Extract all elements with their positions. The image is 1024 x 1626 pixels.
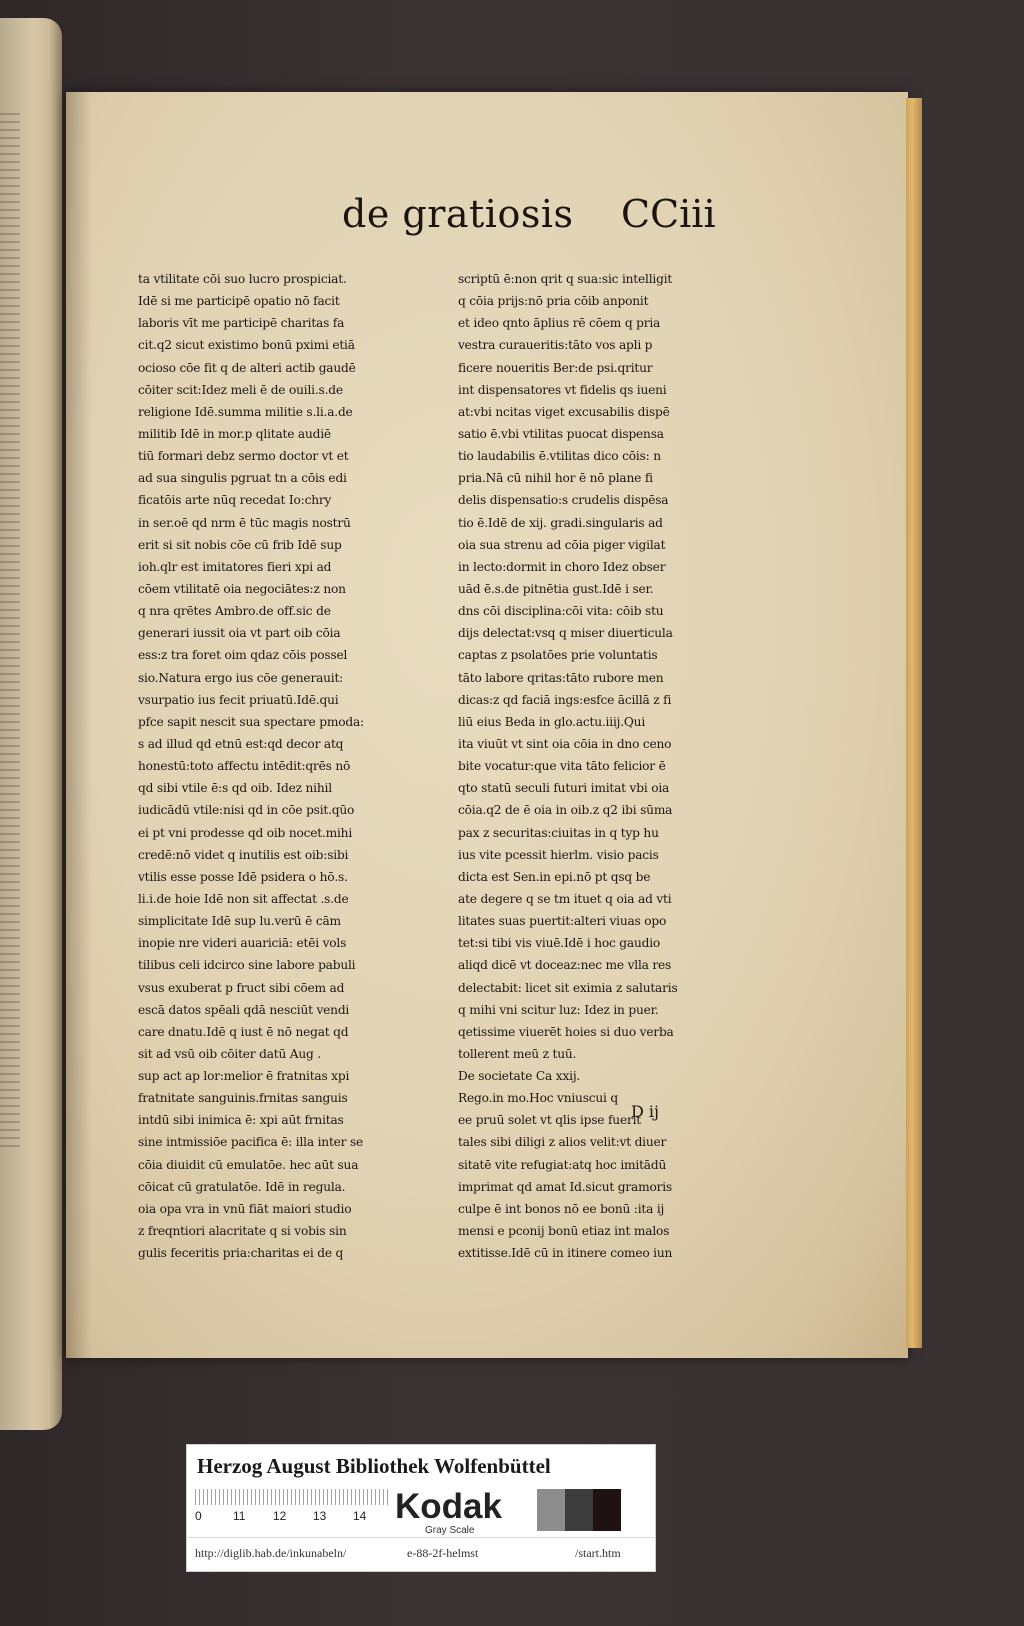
book-page (66, 92, 908, 1358)
text-line: tāto labore qritas:tāto rubore men (458, 670, 664, 685)
text-line: dns cōi disciplina:cōi vita: cōib stu (458, 604, 664, 619)
ruler-label: 13 (313, 1509, 327, 1523)
text-line: cit.q2 sicut existimo bonū pximi etiā (138, 338, 355, 353)
text-column-left (138, 268, 428, 1264)
text-line: ioh.qlr est imitatores fieri xpi ad (138, 559, 332, 574)
text-line: pfce sapit nescit sua spectare pmoda: (138, 714, 364, 729)
text-line: tales sibi diligi z alios velit:vt diuer (458, 1135, 667, 1150)
text-line: sup act ap lor:melior ē fratnitas xpi (138, 1069, 350, 1084)
text-line: pria.Nā cū nihil hor ē nō plane fi (458, 471, 653, 486)
text-line: iudicādū vtile:nisi qd in cōe psit.qūo (138, 803, 355, 818)
ruler-label: 0 (195, 1509, 202, 1523)
text-line: ee pruū solet vt qlis ipse fuerit (458, 1113, 641, 1128)
library-url: http://diglib.hab.de/inkunabeln/ (195, 1546, 347, 1560)
text-line: dijs delectat:vsq q miser diuerticula (458, 626, 673, 641)
text-line: delectabit: licet sit eximia z salutaris (458, 980, 678, 995)
text-line: vestra curaueritis:tāto vos apli p (458, 338, 653, 353)
colorbar-footer (187, 1537, 655, 1570)
text-line: imprimat qd amat Id.sicut gramoris (458, 1179, 672, 1194)
page-fore-edge (906, 98, 922, 1348)
text-line: oia sua strenu ad cōia piger vigilat (458, 537, 666, 552)
text-line: vsurpatio ius fecit priuatū.Idē.qui (138, 692, 339, 707)
running-title: de gratiosis (342, 192, 574, 236)
gray-step-dark (565, 1489, 593, 1531)
text-line: tet:si tibi vis viuē.Idē i hoc gaudio (458, 936, 661, 951)
page-header (66, 192, 908, 252)
text-line: culpe ē int bonos nō ee bonū :ita ij (458, 1201, 665, 1216)
text-line: satio ē.vbi vtilitas puocat dispensa (458, 426, 664, 441)
text-line: qetissime viuerēt hoies si duo verba (458, 1024, 674, 1039)
text-line: dicta est Sen.in epi.nō pt qsq be (458, 869, 651, 884)
text-line: sine intmissiōe pacifica ē: illa inter se (138, 1135, 364, 1150)
text-line: liū eius Beda in glo.actu.iiij.Qui (458, 714, 646, 729)
text-line: scriptū ē:non qrit q sua:sic intelligit (458, 272, 673, 286)
ruler-label: 11 (233, 1509, 246, 1523)
previous-page-shading (0, 113, 20, 1153)
start-link: /start.htm (575, 1546, 621, 1560)
text-line: at:vbi ncitas viget excusabilis dispē (458, 404, 670, 419)
folio-number: CCiii (621, 192, 716, 236)
text-line: in ser.oē qd nrm ē tūc magis nostrū (138, 515, 351, 530)
text-line: s ad illud qd etnū est:qd decor atq (138, 736, 344, 751)
text-line: q cōia prijs:nō pria cōib anponit (458, 294, 649, 309)
text-line: ficatōis arte nūq recedat Io:chry (138, 493, 332, 508)
text-line: aliqd dicē vt doceaz:nec me vlla res (458, 958, 672, 973)
gray-scale-label: Gray Scale (425, 1525, 475, 1536)
ruler-ticks (195, 1489, 391, 1505)
color-calibration-bar (186, 1444, 656, 1572)
text-line: tio ē.Idē de xij. gradi.singularis ad (458, 515, 663, 530)
text-line: ess:z tra foret oim qdaz cōis possel (138, 648, 348, 663)
library-name: Herzog August Bibliothek Wolfenbüttel (197, 1454, 551, 1478)
text-line: in lecto:dormit in choro Idez obser (458, 559, 666, 574)
text-line: li.i.de hoie Idē non sit affectat .s.de (138, 891, 349, 906)
text-line: generari iussit oia vt part oib cōia (138, 626, 341, 641)
text-line: et ideo qnto āplius rē cōem q pria (458, 316, 661, 331)
ruler-label: 12 (273, 1509, 287, 1523)
text-line: ocioso cōe fit q de alteri actib gaudē (138, 360, 356, 375)
text-line: ad sua singulis pgruat tn a cōis edi (138, 471, 347, 486)
text-line: tollerent meū z tuū. (458, 1046, 577, 1061)
text-line: uād ē.s.de pitnētia gust.Idē i ser. (458, 581, 654, 596)
text-line: pax z securitas:ciuitas in q typ hu (458, 825, 659, 840)
text-line: ei pt vni prodesse qd oib nocet.mihi (138, 825, 353, 840)
text-line: sit ad vsū oib cōiter datū Aug . (138, 1046, 322, 1061)
text-line: cōia.q2 de ē oia in oib.z q2 ibi sūma (458, 803, 673, 818)
text-line: delis dispensatio:s crudelis dispēsa (458, 493, 669, 508)
text-line: care dnatu.Idē q iust ē nō negat qd (138, 1024, 349, 1039)
text-line: simplicitate Idē sup lu.verū ē cām (138, 914, 341, 929)
text-column-right (458, 268, 748, 1264)
text-line: cōiter scit:Idez meli ē de ouili.s.de (138, 382, 343, 397)
text-line: sio.Natura ergo ius cōe generauit: (138, 670, 344, 685)
text-line: tio laudabilis ē.vtilitas dico cōis: n (458, 449, 661, 464)
ruler-label: 14 (353, 1509, 367, 1523)
text-line: Rego.in mo.Hoc vniuscui q (458, 1091, 619, 1106)
text-line: De societate Ca xxij. (458, 1069, 581, 1084)
text-line: vtilis esse posse Idē psidera o hō.s. (138, 869, 348, 884)
text-line: cōem vtilitatē oia negociātes:z non (138, 581, 346, 596)
text-line: int dispensatores vt fidelis qs iueni (458, 382, 667, 397)
text-line: sitatē vite refugiat:atq hoc imitādū (458, 1157, 667, 1172)
text-line: ficere noueritis Ber:de psi.qritur (458, 360, 653, 375)
text-line: litates suas puertit:alteri viuas opo (458, 914, 667, 929)
kodak-logo: Kodak (395, 1487, 502, 1526)
text-line: religione Idē.summa militie s.li.a.de (138, 404, 353, 419)
text-line: ate degere q se tm ituet q oia ad vti (458, 891, 672, 906)
text-line: oia opa vra in vnū fiāt maiori studio (138, 1201, 352, 1216)
text-line: laboris vīt me participē charitas fa (138, 316, 345, 331)
text-line: qd sibi vtile ē:s qd oib. Idez nihil (138, 781, 332, 796)
gray-scale-steps (509, 1489, 621, 1531)
text-line: honestū:toto affectu intēdit:qrēs nō (138, 759, 351, 774)
text-line: gulis feceritis pria:charitas ei de q (138, 1246, 344, 1261)
text-line: escā datos spēali qdā nesciūt vendi (138, 1002, 350, 1017)
text-line: qto statū seculi futuri imitat vbi oia (458, 781, 670, 796)
text-line: mensi e pconij bonū etiaz int malos (458, 1224, 670, 1239)
text-line: captas z psolatōes prie voluntatis (458, 648, 658, 663)
text-line: q nra qrētes Ambro.de off.sic de (138, 604, 331, 619)
shelfmark: e-88-2f-helmst (407, 1546, 479, 1560)
text-line: vsus exuberat p fruct sibi cōem ad (138, 980, 345, 995)
text-line: tilibus celi idcirco sine labore pabuli (138, 958, 356, 973)
gray-step-mid (537, 1489, 565, 1531)
text-line: cōicat cū gratulatōe. Idē in regula. (138, 1179, 346, 1194)
text-line: credē:nō videt q inutilis est oib:sibi (138, 847, 349, 862)
text-line: erit si sit nobis cōe cū frib Idē sup (138, 537, 342, 552)
gray-step-white (509, 1489, 537, 1531)
gutter-shadow (66, 92, 92, 1358)
text-line: dicas:z qd faciā ings:esfce ācillā z fi (458, 692, 672, 707)
text-line: q mihi vni scitur luz: Idez in puer. (458, 1002, 659, 1017)
text-line: ta vtilitate cōi suo lucro prospiciat. (138, 272, 347, 286)
text-line: tiū formari debz sermo doctor vt et (138, 449, 349, 464)
text-line: Idē si me participē opatio nō facit (138, 294, 340, 309)
text-line: z freqntiori alacritate q si vobis sin (138, 1224, 347, 1239)
measurement-ruler (195, 1489, 391, 1525)
text-line: fratnitate sanguinis.frnitas sanguis (138, 1091, 348, 1106)
gray-step-black (593, 1489, 621, 1531)
signature-mark: D ij (631, 1102, 659, 1121)
text-line: cōia diuidit cū emulatōe. hec aūt sua (138, 1157, 359, 1172)
text-line: ius vite pcessit hierlm. visio pacis (458, 847, 659, 862)
text-line: militib Idē in mor.p qlitate audiē (138, 426, 331, 441)
text-line: ita viuūt vt sint oia cōia in dno ceno (458, 736, 672, 751)
text-line: intdū sibi inimica ē: xpi aūt frnitas (138, 1113, 344, 1128)
text-line: extitisse.Idē cū in itinere comeo iun (458, 1246, 673, 1261)
text-line: bite vocatur:que vita tāto felicior ē (458, 759, 666, 774)
previous-page-edge (0, 18, 62, 1430)
text-line: inopie nre videri auariciā: etēi vols (138, 936, 347, 951)
